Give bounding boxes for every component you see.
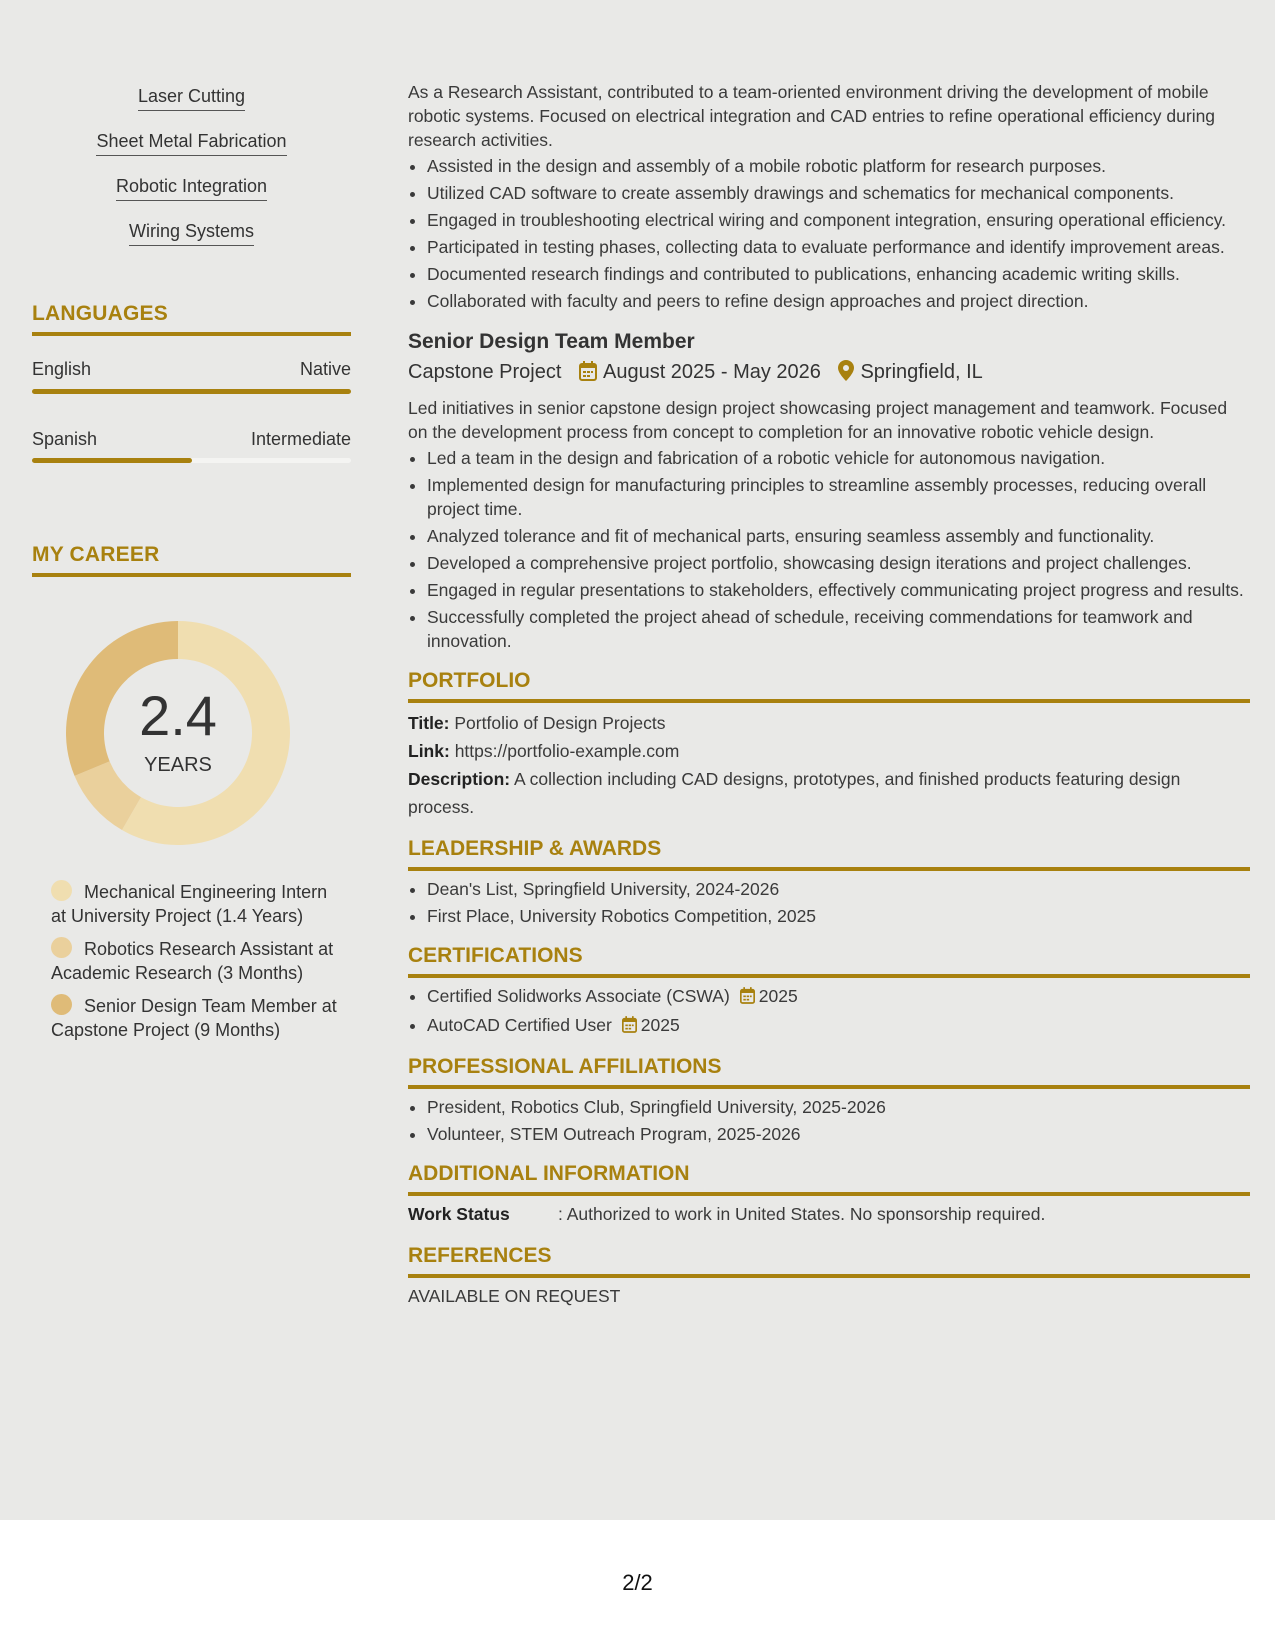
certifications-list [408, 984, 1250, 1039]
certifications-heading: CERTIFICATIONS [408, 942, 1250, 978]
language-name: Spanish [32, 429, 98, 449]
calendar-icon [740, 986, 755, 1010]
skill-label: Robotic Integration [116, 176, 267, 201]
portfolio-link[interactable]: https://portfolio-example.com [454, 741, 680, 761]
awards-list [408, 877, 1250, 928]
cert-name: Certified Solidworks Associate (CSWA) [427, 986, 730, 1006]
portfolio-desc-label: Description: [408, 769, 511, 789]
list-item: • Volunteer, STEM Outreach Program, 2025-2026 [427, 1122, 1250, 1146]
list-item: • Dean's List, Springfield University, 2024-2026 [427, 877, 1250, 901]
language-level: Intermediate [250, 429, 351, 449]
skill-label: Laser Cutting [138, 86, 245, 111]
bullet: • Analyzed tolerance and fit of mechanical parts, ensuring seamless assembly and functionality. [427, 524, 1250, 548]
research-bullets [408, 154, 1250, 313]
references-text: AVAILABLE ON REQUEST [408, 1286, 621, 1306]
bullet: • Collaborated with faculty and peers to refine design approaches and project direction. [427, 289, 1250, 313]
career-unit: YEARS [144, 754, 212, 776]
senior-bullets [408, 446, 1250, 653]
skill-label: Sheet Metal Fabrication [96, 131, 286, 156]
bullet: • Participated in testing phases, collecting data to evaluate performance and identify improvement areas. [427, 235, 1250, 259]
awards-heading: LEADERSHIP & AWARDS [408, 835, 1250, 871]
legend-dot-icon [51, 994, 72, 1015]
job-dates: August 2025 - May 2026 [602, 361, 821, 383]
bullet: • Successfully completed the project ahead of schedule, receiving commendations for teamwork and innovation. [427, 605, 1250, 653]
language-bar [32, 389, 351, 394]
portfolio-desc: A collection including CAD designs, prototypes, and finished products featuring design process. [408, 769, 1181, 817]
skill-label: Wiring Systems [129, 221, 254, 246]
job-location: Springfield, IL [860, 361, 983, 383]
job-meta [408, 357, 1250, 390]
work-status-label: Work Status [408, 1204, 510, 1224]
career-legend [51, 880, 341, 1051]
portfolio-link-label: Link: [408, 741, 450, 761]
research-summary: As a Research Assistant, contributed to a team-oriented environment driving the development of mobile robotic systems. Focused on electrical integration and CAD entries to refine operational efficiency during research activities. [408, 82, 1216, 150]
bullet: • Engaged in regular presentations to stakeholders, effectively communicating project progress and results. [427, 578, 1250, 602]
affiliations-heading: PROFESSIONAL AFFILIATIONS [408, 1053, 1250, 1089]
page-number: 2/2 [622, 1570, 653, 1595]
portfolio-desc-row [408, 765, 1250, 821]
portfolio-link-row [408, 737, 1250, 765]
language-bar-fill [32, 458, 192, 463]
language-name: English [32, 359, 92, 379]
bullet: • Implemented design for manufacturing principles to streamline assembly processes, reducing overall project time. [427, 473, 1250, 521]
legend-label: Senior Design Team Member at Capstone Project (9 Months) [51, 996, 337, 1040]
language-bar [32, 458, 351, 463]
references-heading: REFERENCES [408, 1242, 1250, 1278]
skill-item [32, 176, 351, 221]
job-company: Capstone Project [408, 361, 562, 383]
bullet: • Assisted in the design and assembly of a mobile robotic platform for research purposes. [427, 154, 1250, 178]
legend-dot-icon [51, 880, 72, 901]
main-content [408, 80, 1250, 1308]
languages-heading: LANGUAGES [32, 302, 351, 336]
job-title: Senior Design Team Member [408, 330, 695, 353]
portfolio-title-row [408, 709, 1250, 737]
portfolio-heading: PORTFOLIO [408, 667, 1250, 703]
bullet: • Utilized CAD software to create assembly drawings and schematics for mechanical components. [427, 181, 1250, 205]
legend-dot-icon [51, 937, 72, 958]
skill-item [32, 86, 351, 131]
career-heading: MY CAREER [32, 543, 351, 577]
language-bar-fill [32, 389, 351, 394]
list-item [427, 1013, 1250, 1039]
list-item: • President, Robotics Club, Springfield University, 2025-2026 [427, 1095, 1250, 1119]
work-status-value: : Authorized to work in United States. No sponsorship required. [558, 1204, 1046, 1224]
skill-item [32, 131, 351, 176]
skill-item [32, 221, 351, 266]
bullet: • Led a team in the design and fabrication of a robotic vehicle for autonomous navigation. [427, 446, 1250, 470]
work-status-row [408, 1202, 1250, 1226]
cert-year: 2025 [640, 1015, 680, 1035]
language-row [32, 359, 351, 380]
cert-year: 2025 [758, 986, 798, 1006]
calendar-icon [579, 360, 597, 390]
list-item [427, 984, 1250, 1010]
skills-list [32, 86, 351, 266]
career-legend-item [51, 994, 341, 1042]
portfolio-title: Portfolio of Design Projects [454, 713, 666, 733]
bullet: • Developed a comprehensive project portfolio, showcasing design iterations and project challenges. [427, 551, 1250, 575]
location-pin-icon [838, 360, 854, 390]
career-legend-item [51, 937, 341, 985]
legend-label: Mechanical Engineering Intern at University Project (1.4 Years) [51, 882, 328, 926]
career-total: 2.4 [139, 684, 217, 747]
legend-label: Robotics Research Assistant at Academic Research (3 Months) [51, 939, 334, 983]
portfolio-title-label: Title: [408, 713, 450, 733]
language-level: Native [299, 359, 351, 379]
cert-name: AutoCAD Certified User [427, 1015, 612, 1035]
calendar-icon [622, 1015, 637, 1039]
list-item: • First Place, University Robotics Competition, 2025 [427, 904, 1250, 928]
language-row [32, 429, 351, 450]
affiliations-list [408, 1095, 1250, 1146]
senior-summary: Led initiatives in senior capstone design project showcasing project management and teamwork. Focused on the development process from concept to completion for an innovative robotic vehicle design. [408, 398, 1228, 442]
bullet: • Documented research findings and contributed to publications, enhancing academic writing skills. [427, 262, 1250, 286]
additional-heading: ADDITIONAL INFORMATION [408, 1160, 1250, 1196]
career-legend-item [51, 880, 341, 928]
bullet: • Engaged in troubleshooting electrical wiring and component integration, ensuring operational efficiency. [427, 208, 1250, 232]
